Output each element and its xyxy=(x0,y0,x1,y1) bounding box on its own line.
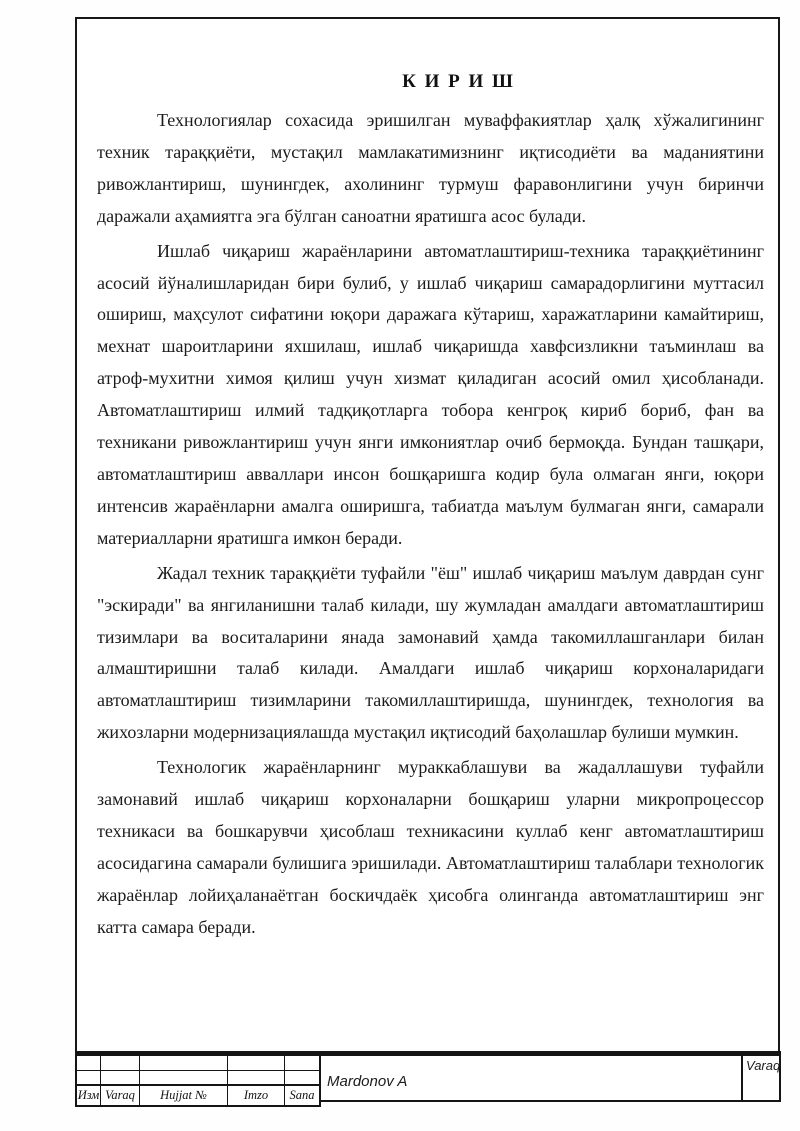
stamp-cell-blank xyxy=(77,1071,101,1086)
body-paragraph-4: Технологик жараёнларнинг мураккаблашуви ва жадаллашуви туфайли замонавий ишлаб чиқариш корхоналарни бошқариш уларни микропроцессор техникаси ва бошкарувчи ҳисоблаш техникасини куллаб кенг автоматлаштириш асосидагина самарали булишига эришилади. Автоматлаштириш талаблари технологик жараёнлар лойиҳаланаётган боскичдаёк ҳисобга олинганда автоматлаштириш энг катта самара беради. xyxy=(97,757,764,937)
author-name: Mardonov A xyxy=(327,1073,408,1090)
stamp-cell-blank xyxy=(77,1056,101,1071)
body-paragraph-1: Технологиялар сохасида эришилган муваффакиятлар ҳалқ хўжалигининг техник тараққиёти, мустақил мамлакатимизнинг иқтисодиёти ва маданиятини ривожлантириш, шунингдек, ахолининг турмуш фаравонлигини учун биринчи даражали аҳамиятга эга бўлган саноатни яратишга асос булади. xyxy=(97,110,764,226)
stamp-cell-blank xyxy=(101,1056,140,1071)
stamp-cell-blank xyxy=(101,1071,140,1086)
stamp-label-imzo: Imzo xyxy=(228,1086,285,1105)
stamp-cell-blank xyxy=(285,1056,319,1071)
stamp-label-sana: Sana xyxy=(289,1087,315,1102)
title-block-sheet-cell xyxy=(741,1054,781,1102)
title-block-name-cell xyxy=(319,1054,743,1102)
document-body xyxy=(97,17,764,947)
stamp-cell-blank xyxy=(228,1056,285,1071)
sheet-label: Varaq xyxy=(746,1058,781,1073)
stamp-cell-blank xyxy=(140,1071,228,1086)
stamp-cell-blank xyxy=(285,1071,319,1086)
stamp-label-hujjat-no: Hujjat № xyxy=(140,1086,228,1105)
stamp-label-izm: Изм xyxy=(77,1086,101,1105)
stamp-label-varaq: Varaq xyxy=(101,1086,140,1105)
page-title: К И Р И Ш xyxy=(402,71,515,92)
stamp-cell-blank xyxy=(228,1071,285,1086)
body-paragraph-2: Ишлаб чиқариш жараёнларини автоматлаштириш-техника тараққиётининг асосий йўналишларидан бири булиб, у ишлаб чиқариш самарадорлигини муттасил ошириш, маҳсулот сифатини юқори даражага кўтариш, харажатларини камайтириш, мехнат шароитларини яхшилаш, ишлаб чиқаришда хавфсизликни таъминлаш ва атроф-мухитни химоя қилиш учун хизмат қиладиган асосий омил ҳисобланади. Автоматлаштириш илмий тадқиқотларга тобора кенгроқ кириб бориб, фан ва техникани ривожлантириш учун янги имкониятлар очиб бермоқда. Бундан ташқари, автоматлаштириш авваллари инсон бошқаришга кодир була олмаган янги, юқори интенсив жараёнларни амалга оширишга, табиатда маълум булмаган янги, самарали материалларни яратишга имкон беради. xyxy=(97,240,764,548)
stamp-cell-blank xyxy=(140,1056,228,1071)
body-paragraph-3: Жадал техник тараққиёти туфайли "ёш" ишлаб чиқариш маълум даврдан сунг "эскиради" ва янгиланишни талаб килади, шу жумладан амалдаги автоматлаштириш тизимлари ва воситаларини янада замонавий ҳамда такомиллашганлари билан алмаштиришни талаб килади. Амалдаги ишлаб чиқариш корхоналаридаги автоматлаштириш тизимларини такомиллаштиришда, шунингдек, технология ва жихозларни модернизациялашда мустақил иқтисодий баҳолашлар булиши мумкин. xyxy=(97,562,764,743)
title-block-grid xyxy=(75,1054,321,1107)
title-block xyxy=(75,1051,781,1110)
